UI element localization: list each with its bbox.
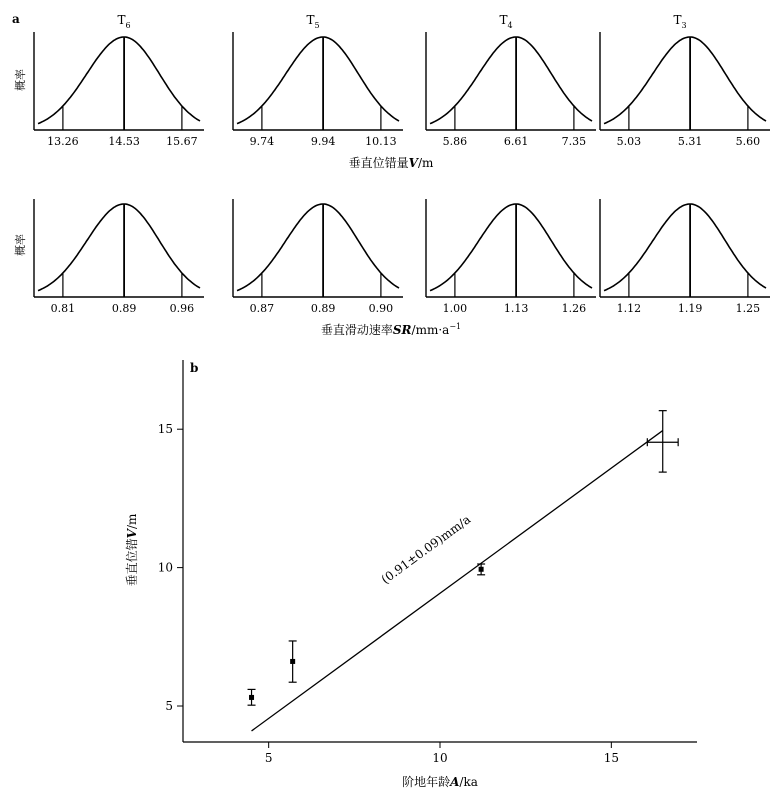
tick-label: 13.26 (47, 135, 79, 148)
tick-label: 1.19 (677, 302, 703, 315)
tick-label: 15.67 (166, 135, 198, 148)
point-marker (249, 695, 254, 700)
x-tick-label: 10 (432, 751, 448, 765)
panel-a-label: a (12, 12, 20, 26)
tick-label: 9.94 (310, 135, 336, 148)
data-point-1 (248, 689, 256, 705)
row2-ylabel: 概率 (14, 234, 27, 256)
distribution-plot-t4-offset (426, 32, 596, 148)
panel-b-scatter (124, 360, 697, 789)
row2-xlabel: 垂直滑动速率$SR/mm\cdot a^{-1}$ (320, 322, 462, 337)
probability-curve (604, 37, 766, 124)
tick-label: 1.13 (503, 302, 529, 315)
tick-label: 0.89 (310, 302, 336, 315)
tick-label: 10.13 (365, 135, 397, 148)
data-points (248, 411, 679, 706)
y-tick-label: 5 (165, 699, 173, 714)
data-point-2 (289, 641, 297, 682)
tick-label: 0.89 (111, 302, 137, 315)
tick-label: 5.60 (735, 135, 761, 148)
distribution-plot-t5-offset (233, 32, 403, 148)
distribution-plot-t6-slip-rate (34, 199, 204, 315)
tick-label: 1.12 (616, 302, 642, 315)
row1-ylabel: 概率 (14, 69, 27, 91)
tick-label: 14.53 (108, 135, 140, 148)
tick-label: 1.25 (735, 302, 761, 315)
tick-label: 5.03 (616, 135, 642, 148)
y-axis-title: 垂直位错V/m (125, 513, 139, 587)
terrace-title-t6: $T_6$ (117, 13, 131, 30)
probability-curve (38, 204, 200, 291)
point-marker (290, 659, 295, 664)
distribution-plot-t5-slip-rate (233, 199, 403, 315)
x-tick-label: 5 (264, 751, 273, 765)
tick-label: 9.74 (249, 135, 275, 148)
x-axis-title: 阶地年龄A/ka (402, 775, 478, 789)
tick-label: 7.35 (561, 135, 587, 148)
tick-label: 0.96 (169, 302, 195, 315)
terrace-title-t5: $T_5$ (306, 13, 320, 30)
regression-label: (0.91±0.09)mm/a (378, 512, 474, 587)
axis-ticks (158, 422, 619, 765)
tick-label: 5.31 (677, 135, 703, 148)
tick-label: 1.00 (442, 302, 468, 315)
x-tick-label: 15 (603, 751, 619, 765)
tick-label: 1.26 (561, 302, 587, 315)
tick-label: 0.81 (50, 302, 76, 315)
probability-curve (38, 37, 200, 124)
distribution-plot-t4-slip-rate (426, 199, 596, 315)
distribution-plot-t3-offset (600, 32, 770, 148)
y-tick-label: 10 (157, 560, 173, 575)
tick-label: 0.87 (249, 302, 275, 315)
distribution-plot-t6-offset (34, 32, 204, 148)
y-tick-label: 15 (157, 422, 173, 437)
point-marker (479, 567, 484, 572)
probability-curve (604, 204, 766, 291)
distribution-panels (34, 32, 770, 315)
regression-line (252, 431, 663, 731)
tick-label: 0.90 (368, 302, 394, 315)
tick-label: 5.86 (442, 135, 468, 148)
panel-b-label: b (190, 361, 199, 375)
distribution-plot-t3-slip-rate (600, 199, 770, 315)
data-point-4 (647, 411, 678, 472)
row1-xlabel: 垂直位错量V/m (348, 156, 434, 170)
tick-label: 6.61 (503, 135, 529, 148)
terrace-title-t4: $T_4$ (499, 13, 513, 30)
terrace-title-t3: $T_3$ (673, 13, 687, 30)
